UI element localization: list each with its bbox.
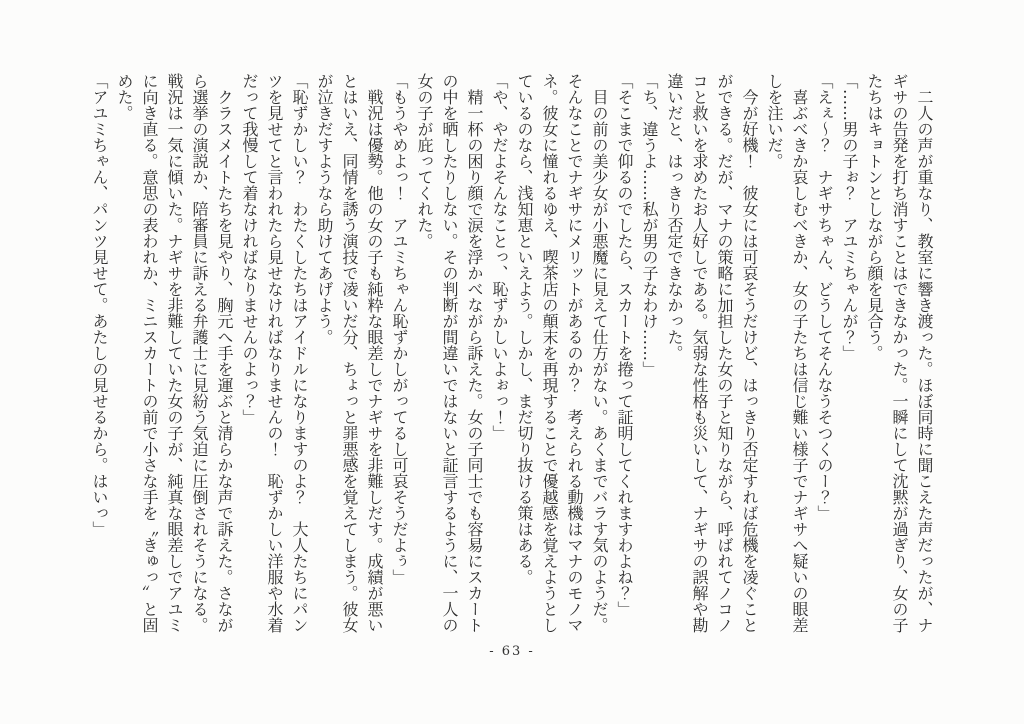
paragraph-3: 「えぇ～？ ナギサちゃん、どうしてそんなうそつくのー？」 — [815, 73, 834, 521]
vertical-text-block — [83, 73, 937, 636]
paragraph-12: 戦況は優勢。他の女の子も純粋な眼差しでナギサを非難しだす。成績が悪いとはいえ、同情を誘う演技で凌いだ分、ちょっと罪悪感を覚えてしまう。彼女が泣きだすようなら助けてあげよう。 — [315, 73, 384, 633]
paragraph-5: 今が好機！ 彼女には可哀そうだけど、はっきり否定すれば危機を凌ぐことができる。だが、マナの策略に加担した女の子と知りながら、呼ばれてノコノコと救いを求めたお人好しである。気弱な性格も災いして、ナギサの誤解や勘違いだと、はっきり否定できなかった。 — [665, 73, 759, 633]
paragraph-14: クラスメイトたちを見やり、胸元へ手を運ぶと清らかな声で訴えた。さながら選挙の演説か、陪審員に訴える弁護士に見紛う気迫に圧倒されそうになる。戦況は一気に傾いた。ナギサを非難していた女の子が、純真な眼差しでアユミに向き直る。意思の表われか、ミニスカートの前で小さな手を〝きゅっ〟と固めた。 — [115, 73, 234, 633]
paragraph-9: 「や、やだよそんなことっ、恥ずかしいよぉっ！」 — [490, 73, 509, 441]
paragraph-1: 二人の声が重なり、教室に響き渡った。ほぼ同時に聞こえた声だったが、ナギサの告発を打ち消すことはできなかった。一瞬にして沈黙が過ぎり、女の子たちはキョトンとしながら顔を見合う。 — [865, 73, 934, 633]
paragraph-10: 精一杯の困り顔で涙を浮かべながら訴えた。女の子同士でも容易にスカートの中を晒したりしない。その判断が間違いではないと証言するように、一人の女の子が庇ってくれた。 — [415, 73, 484, 633]
paragraph-6: 「ち、違うよ……私が男の子なわけ……」 — [640, 73, 659, 377]
paragraph-4: 喜ぶべきか哀しむべきか、女の子たちは信じ難い様子でナギサへ疑いの眼差しを注いだ。 — [765, 73, 809, 633]
paragraph-13: 「恥ずかしい？ わたくしたちはアイドルになりますのよ？ 大人たちにパンツを見せてと言われたら見せなければなりませんの！ 恥ずかしい洋服や水着だって我慢して着なければなりませんのよっ？」 — [240, 73, 309, 633]
paragraph-2: 「……男の子ぉ？ アユミちゃんが？」 — [840, 73, 859, 361]
paragraph-8: 目の前の美少女が小悪魔に見えて仕方がない。あくまでバラす気のようだ。そんなことでナギサにメリットがあるのか？ 考えられる動機はマナのモノマネ。彼女に憧れるゆえ、喫茶店の顛末を再現することで優越感を覚えようとしているのなら、浅知恵といえよう。しかし、まだ切り抜ける策はある。 — [515, 73, 609, 633]
paragraph-7: 「そこまで仰るのでしたら、スカートを捲って証明してくれますわよね？」 — [615, 73, 634, 617]
page-number: - 63 - — [489, 644, 535, 659]
paragraph-15: 「アユミちゃん、パンツ見せて。あたしの見せるから。はいっ」 — [90, 73, 109, 537]
paragraph-11: 「もうやめよっ！ アユミちゃん恥ずかしがってるし可哀そうだよぅ」 — [390, 73, 409, 585]
